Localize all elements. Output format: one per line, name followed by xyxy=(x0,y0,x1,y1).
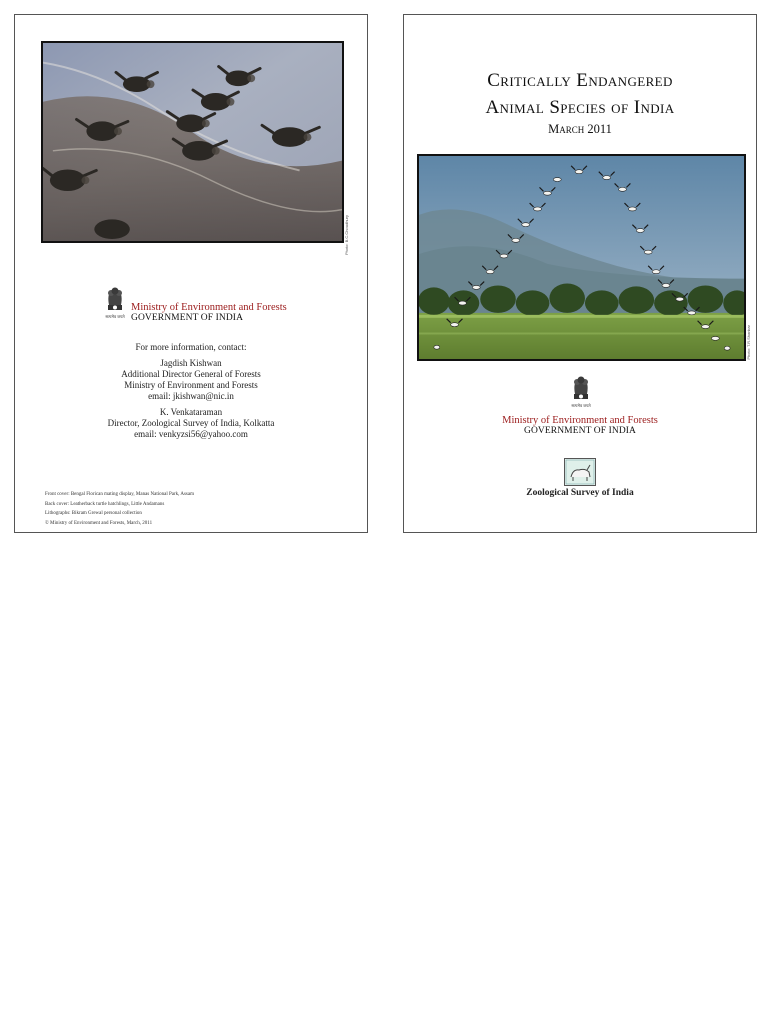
ministry-block xyxy=(131,302,287,323)
contact2-title: Director, Zoological Survey of India, Kolkatta xyxy=(107,418,275,428)
ashoka-emblem-icon xyxy=(568,372,594,409)
front-cover-page xyxy=(403,14,757,533)
ministry-name: Ministry of Environment and Forests xyxy=(131,302,287,313)
note-front-cover: Front cover: Bengal Florican mating display, Manas National Park, Assam xyxy=(45,492,194,497)
ministry-name: Ministry of Environment and Forests xyxy=(502,415,658,426)
title-block xyxy=(404,67,756,137)
emblem-caption: सत्यमेव जयते xyxy=(571,403,591,408)
bird-arc-photo xyxy=(417,154,746,361)
note-lithographs: Lithographs: Bikram Grewal personal collection xyxy=(45,511,142,516)
government-of-india: GOVERNMENT OF INDIA xyxy=(131,313,244,323)
publication-date: March 2011 xyxy=(548,122,612,136)
zsi-logo-icon xyxy=(564,458,596,486)
contact-intro: For more information, contact: xyxy=(135,342,247,352)
note-copyright: © Ministry of Environment and Forests, March, 2011 xyxy=(45,520,153,526)
turtle-hatchlings-photo xyxy=(41,41,344,243)
contact1-org: Ministry of Environment and Forests xyxy=(124,380,258,390)
contact2-name: K. Venkataraman xyxy=(159,407,223,417)
contact1-email: email: jkishwan@nic.in xyxy=(148,391,234,401)
ministry-block xyxy=(404,415,756,436)
contact1-title: Additional Director General of Forests xyxy=(121,369,261,379)
ashoka-emblem-icon xyxy=(102,283,128,320)
bird-photo-credit: Photo: T.R.Shankar xyxy=(746,325,751,360)
note-back-cover: Back cover: Leatherback turtle hatchlings, Little Andamans xyxy=(45,501,165,507)
cover-notes xyxy=(45,490,194,528)
contact1-name: Jagdish Kishwan xyxy=(160,358,222,368)
contact-info xyxy=(15,342,367,440)
back-cover-page xyxy=(14,14,368,533)
turtle-photo-credit: Photo: B.C.Choudhury xyxy=(344,215,349,256)
emblem-caption: सत्यमेव जयते xyxy=(105,314,125,319)
title-line-1: Critically Endangered xyxy=(487,70,673,91)
zsi-name: Zoological Survey of India xyxy=(526,488,634,498)
contact2-email: email: venkyzsi56@yahoo.com xyxy=(134,429,248,439)
government-of-india: GOVERNMENT OF INDIA xyxy=(523,426,637,436)
title-line-2: Animal Species of India xyxy=(485,97,675,118)
